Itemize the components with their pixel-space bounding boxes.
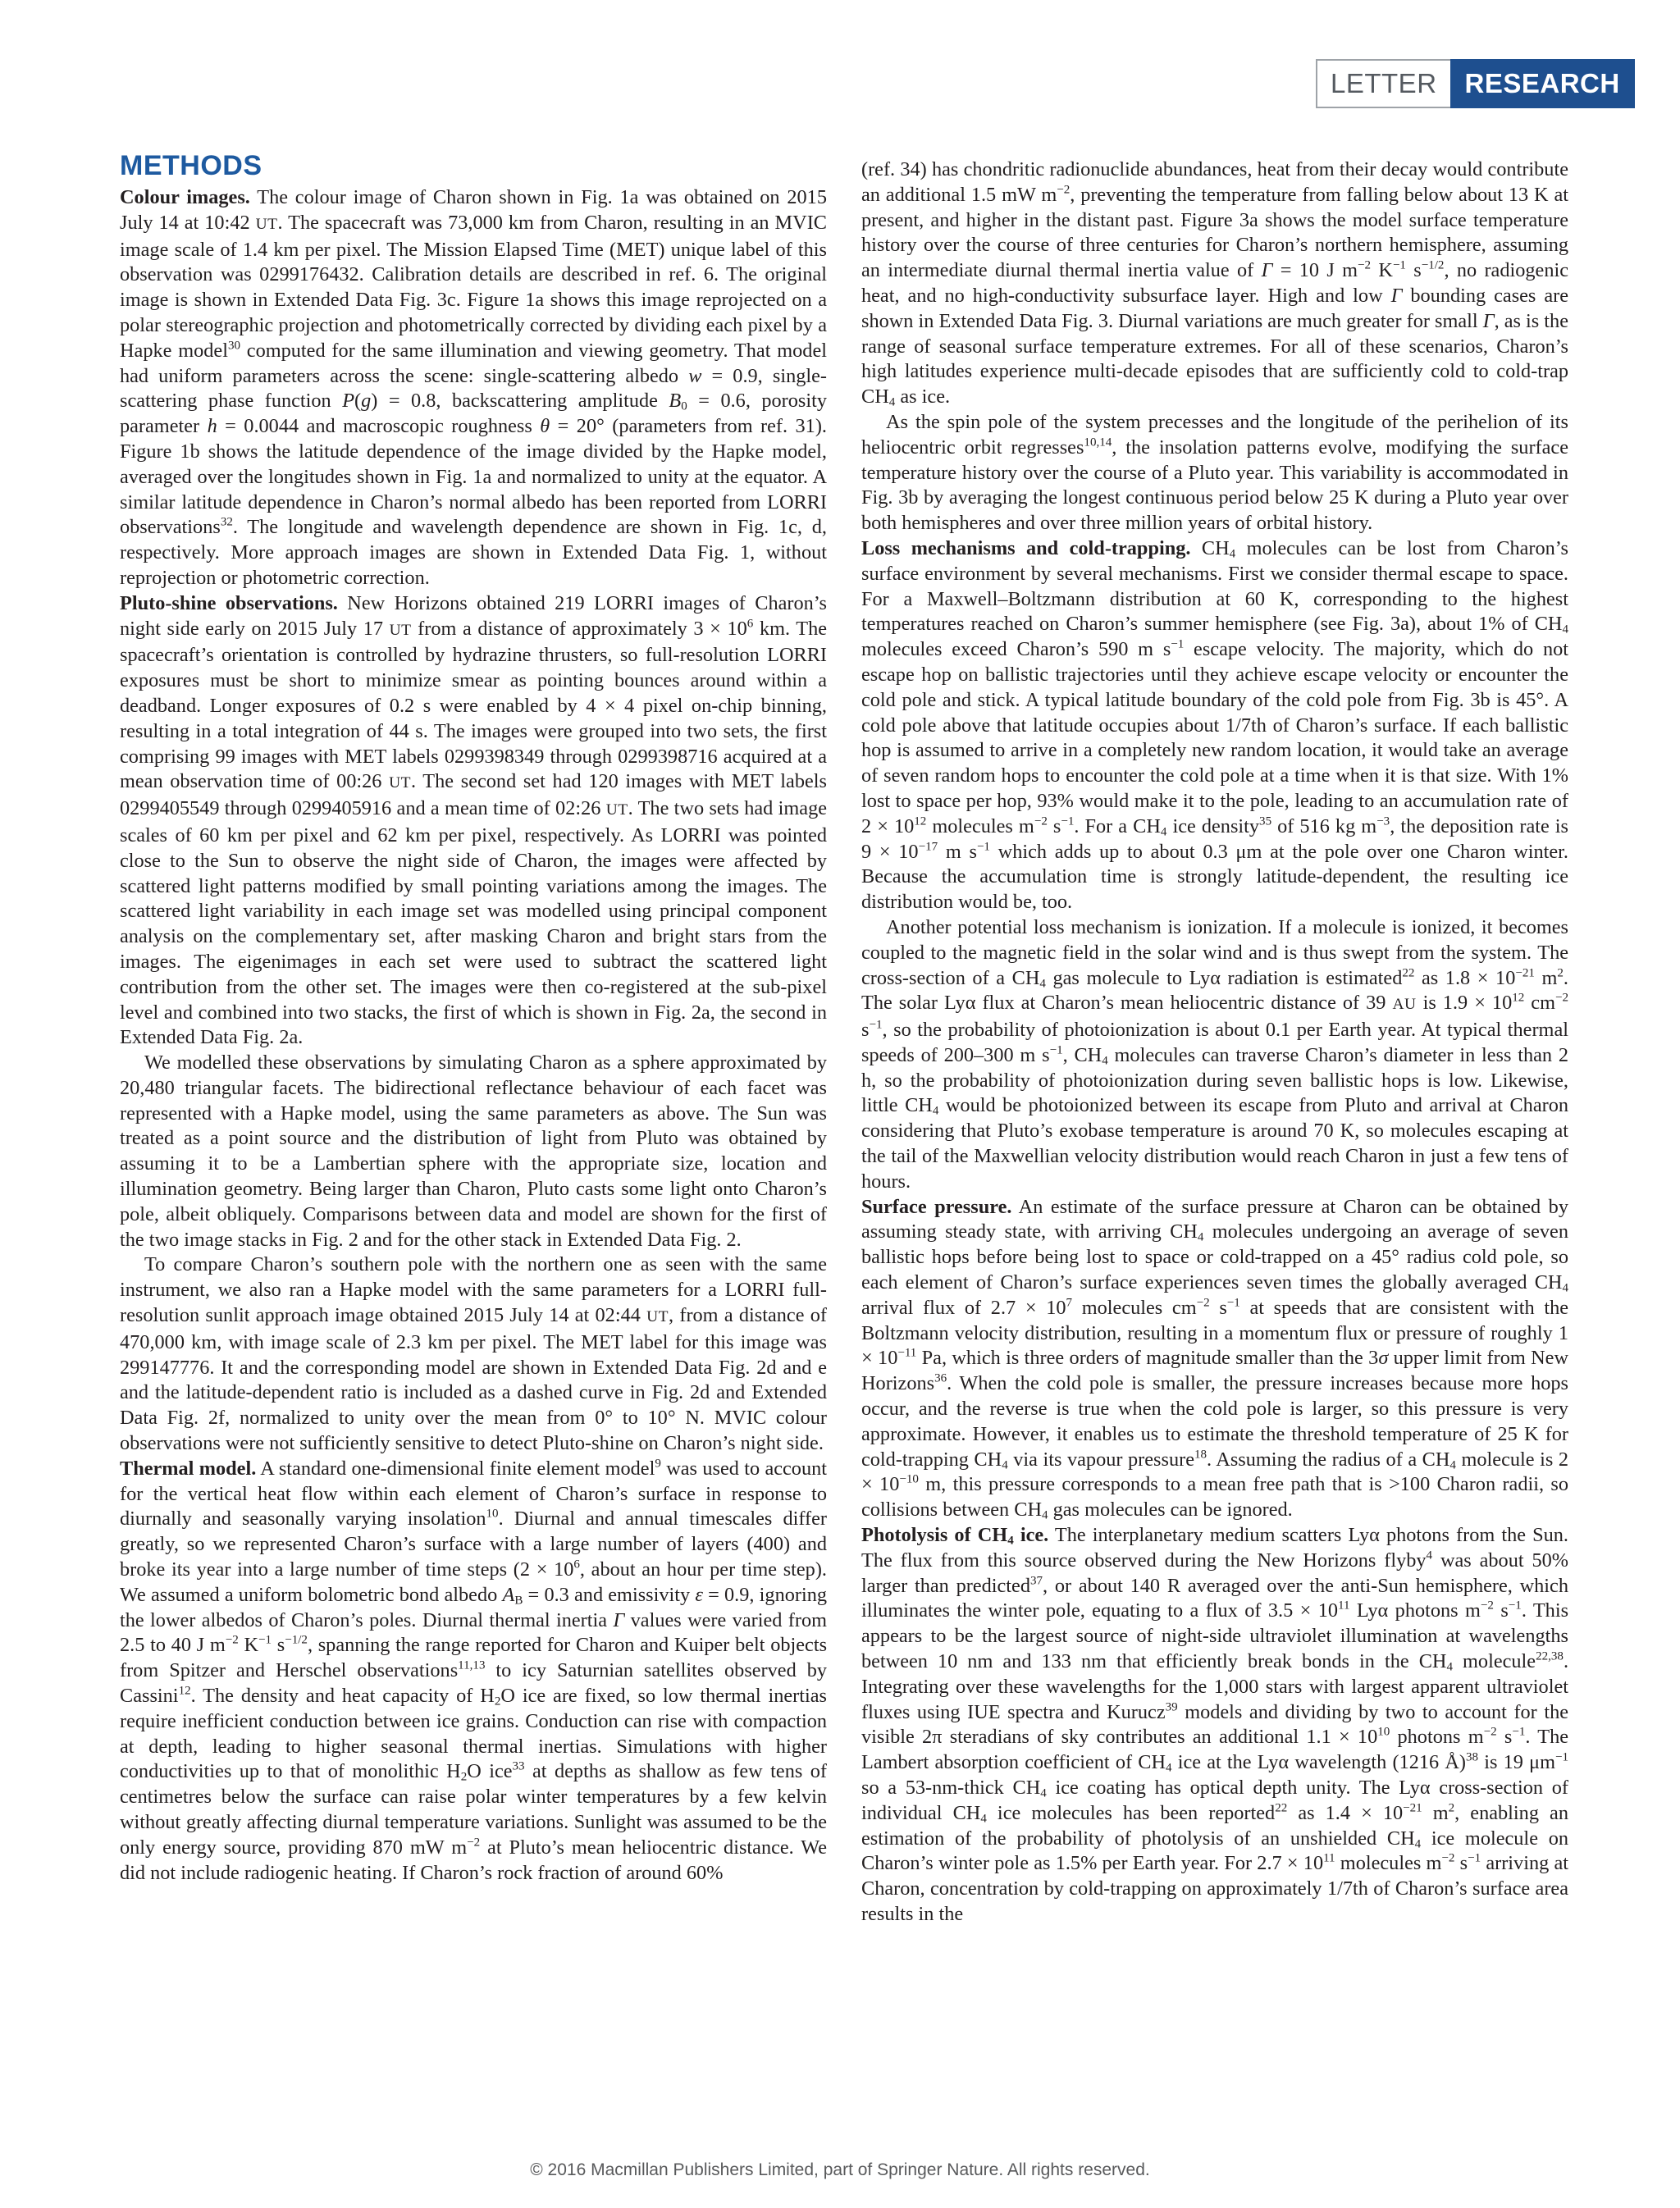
journal-header xyxy=(1316,59,1635,108)
paragraph-southern-pole: To compare Charon’s southern pole with the northern one as seen with the same instrument, we also ran a Hapke model with the same parameters for a LORRI full-resolution sunlit approach image obtained 2015 July 14 at 02:44 UT, from a distance of 470,000 km, with image scale of 2.3 km per pixel. The MET label for this image was 299147776. It and the corresponding model are shown in Extended Data Fig. 2d and e and the latitude-dependent ratio is included as a dashed curve in Fig. 2d and Extended Data Fig. 2f, normalized to unity over the mean from 0° to 10° N. MVIC colour observations were not sufficiently sensitive to detect Pluto-shine on Charon’s night side. xyxy=(120,1253,827,1455)
paragraph-surface-pressure: Surface pressure. An estimate of the surface pressure at Charon can be obtained by assuming steady state, with arriving $CH_4$ molecules undergoing an average of seven ballistic hops before being lost to space or cold-trapped on a 45° radius cold pole, so each element of Charon’s surface experiences seven times the globally averaged $CH_4$ arrival flux of $2.7 \times 10^7$ molecules $cm^{-2}$ $s^{-1}$ at speeds that are consistent with the Boltzmann velocity distribution, resulting in a momentum flux or pressure of roughly $1 \times 10^{-11}$ Pa, which is three orders of magnitude smaller than the 3σ upper limit from New Horizons$^{36}$. When the cold pole is smaller, the pressure increases because more hops occur, and the reverse is true when the cold pole is larger, so this pressure is very approximate. However, it enables us to estimate the threshold temperature of 25 K for cold-trapping $CH_4$ via its vapour pressure$^{18}$. Assuming the radius of a $CH_4$ molecule is $2 \times 10^{-10}$ m, this pressure corresponds to a mean free path that is >100 Charon radii, so collisions between $CH_4$ gas molecules can be ignored. xyxy=(861,1195,1569,1522)
heading-pluto-shine: Pluto-shine observations. xyxy=(120,591,338,614)
header-research-label: RESEARCH xyxy=(1450,59,1635,108)
paragraph-loss-mechanisms: Loss mechanisms and cold-trapping. $CH_4$ molecules can be lost from Charon’s surface environment by several mechanisms. First we consider thermal escape to space. For a Maxwell–Boltzmann distribution at 60 K, corresponding to the highest temperatures reached on Charon’s summer hemisphere (see Fig. 3a), about 1% of $CH_4$ molecules exceed Charon’s 590 m $s^{-1}$ escape velocity. The majority, which do not escape hop on ballistic trajectories until they achieve escape velocity or encounter the cold pole and stick. A typical latitude boundary of the cold pole from Fig. 3b is 45°. A cold pole above that latitude occupies about 1/7th of Charon’s surface. If each ballistic hop is assumed to arrive in a completely new random location, it would take an average of seven random hops to encounter the cold pole at a time when it is that size. With 1% lost to space per hop, 93% would make it to the pole, leading to an accumulation rate of $2 \times 10^{12}$ molecules $m^{-2}$ $s^{-1}$. For a $CH_4$ ice density$^{35}$ of 516 kg $m^{-3}$, the deposition rate is $9 \times 10^{-17}$ m $s^{-1}$ which adds up to about 0.3 μm at the pole over one Charon winter. Because the accumulation time is strongly latitude-dependent, the resulting ice distribution would be, too. xyxy=(861,536,1569,914)
paragraph-colour-images: Colour images. The colour image of Charon shown in Fig. 1a was obtained on 2015 July 14 at 10:42 UT. The spacecraft was 73,000 km from Charon, resulting in an MVIC image scale of 1.4 km per pixel. The Mission Elapsed Time (MET) unique label of this observation was 0299176432. Calibration details are described in ref. 6. The original image is shown in Extended Data Fig. 3c. Figure 1a shows this image reprojected on a polar stereographic projection and photometrically corrected by dividing each pixel by a Hapke model$^{30}$ computed for the same illumination and viewing geometry. That model had uniform parameters across the scene: single-scattering albedo w = 0.9, single-scattering phase function P(g) = 0.8, backscattering amplitude $B_0 = 0.6$, porosity parameter h = 0.0044 and macroscopic roughness θ = 20° (parameters from ref. 31). Figure 1b shows the latitude dependence of the image divided by the Hapke model, averaged over the longitudes shown in Fig. 1a and normalized to unity at the equator. A similar latitude dependence in Charon’s normal albedo has been reported from LORRI observations$^{32}$. The longitude and wavelength dependence are shown in Fig. 1c, d, respectively. More approach images are shown in Extended Data Fig. 1, without reprojection or photometric correction. xyxy=(120,186,828,589)
section-title: METHODS xyxy=(120,150,262,181)
right-column xyxy=(861,157,1568,1927)
heading-loss-mechanisms: Loss mechanisms and cold-trapping. xyxy=(861,536,1191,559)
paragraph-pluto-shine: Pluto-shine observations. New Horizons obtained 219 LORRI images of Charon’s night side early on 2015 July 17 UT from a distance of approximately $3 \times 10^6$ km. The spacecraft’s orientation is controlled by hydrazine thrusters, so full-resolution LORRI exposures must be short to minimize smear as pointing bounces around within a deadband. Longer exposures of 0.2 s were enabled by 4 × 4 pixel on-chip binning, resulting in a total integration of 44 s. The images were grouped into two sets, the first comprising 99 images with MET labels 0299398349 through 0299398716 acquired at a mean observation time of 00:26 UT. The second set had 120 images with MET labels 0299405549 through 0299405916 and a mean time of 02:26 UT. The two sets had image scales of 60 km per pixel and 62 km per pixel, respectively. As LORRI was pointed close to the Sun to observe the night side of Charon, the images were affected by scattered light patterns modified by small pointing variations among the images. The scattered light variability in each image set was modelled using principal component analysis on the complementary set, after masking Charon and bright stars from the images. The eigenimages in each set were used to subtract the scattered light contribution from the other set. The images were then co-registered at the sub-pixel level and combined into two stacks, the first of which is shown in Fig. 2a, the second in Extended Data Fig. 2a. xyxy=(120,591,828,1049)
paragraph-pluto-shine-model: We modelled these observations by simulating Charon as a sphere approximated by 20,480 triangular facets. The bidirectional reflectance behaviour of each facet was represented with a Hapke model, using the same parameters as above. The Sun was treated as a point source and the distribution of light from Pluto was obtained by assuming it to be a Lambertian sphere with the appropriate size, location and illumination geometry. Being larger than Charon, Pluto casts some light onto Charon’s pole, albeit obliquely. Comparisons between data and model are shown for the first of the two image stacks in Fig. 2 and for the other stack in Extended Data Fig. 2. xyxy=(120,1052,827,1251)
paragraph-ionization: Another potential loss mechanism is ionization. If a molecule is ionized, it becomes coupled to the magnetic field in the solar wind and is thus swept from the system. The cross-section of a $CH_4$ gas molecule to Lyα radiation is estimated$^{22}$ as $1.8 \times 10^{-21}$ $m^2$. The solar Lyα flux at Charon’s mean heliocentric distance of 39 AU is $1.9 \times 10^{12}$ $cm^{-2}$ $s^{-1}$, so the probability of photoionization is about 0.1 per Earth year. At typical thermal speeds of 200–300 m $s^{-1}$, $CH_4$ molecules can traverse Charon’s diameter in less than 2 h, so the probability of photoionization during seven ballistic hops is low. Likewise, little $CH_4$ would be photoionized between its escape from Pluto and arrival at Charon considering that Pluto’s exobase temperature is around 70 K, so molecules escaping at the tail of the Maxwellian velocity distribution would reach Charon in just a few tens of hours. xyxy=(861,915,1569,1193)
paragraph-photolysis: Photolysis of $CH_4$ ice. The interplanetary medium scatters Lyα photons from the Sun. The flux from this source observed during the New Horizons flyby$^4$ was about 50% larger than predicted$^{37}$, or about 140 R averaged over the anti-Sun hemisphere, which illuminates the winter pole, equating to a flux of $3.5 \times 10^{11}$ Lyα photons $m^{-2}$ $s^{-1}$. This appears to be the largest source of night-side ultraviolet illumination at wavelengths between 10 nm and 133 nm that efficiently break bonds in the $CH_4$ molecule$^{22,38}$. Integrating over these wavelengths for the 1,000 stars with largest apparent ultraviolet fluxes using IUE spectra and Kurucz$^{39}$ models and dividing by two to account for the visible 2π steradians of sky contributes an additional $1.1 \times 10^{10}$ photons $m^{-2}$ $s^{-1}$. The Lambert absorption coefficient of $CH_4$ ice at the Lyα wavelength (1216 Å)$^{38}$ is 19 $\mu m^{-1}$ so a 53-nm-thick $CH_4$ ice coating has optical depth unity. The Lyα cross-section of individual $CH_4$ ice molecules has been reported$^{22}$ as $1.4 \times 10^{-21}$ $m^2$, enabling an estimation of the probability of photolysis of an unshielded $CH_4$ ice molecule on Charon’s winter pole as 1.5% per Earth year. For $2.7 \times 10^{11}$ molecules $m^{-2}$ $s^{-1}$ arriving at Charon, concentration by cold-trapping on approximately 1/7th of Charon’s surface area results in the xyxy=(861,1524,1569,1925)
copyright-footer: © 2016 Macmillan Publishers Limited, part of Springer Nature. All rights reserved. xyxy=(530,2160,1150,2179)
paragraph-spin-pole: As the spin pole of the system precesses and the longitude of the perihelion of its heliocentric orbit regresses$^{10,14}$, the insolation patterns evolve, modifying the surface temperature history over the course of a Pluto year. This variability is accommodated in Fig. 3b by averaging the longest continuous period below 25 K during a Pluto year over both hemispheres and over three million years of orbital history. xyxy=(861,410,1568,535)
left-column xyxy=(120,185,827,1886)
heading-thermal-model: Thermal model. xyxy=(120,1457,257,1480)
heading-surface-pressure: Surface pressure. xyxy=(861,1195,1012,1218)
paragraph-thermal-model-cont: (ref. 34) has chondritic radionuclide abundances, heat from their decay would contribute an additional 1.5 mW $m^{-2}$, preventing the temperature from falling below about 13 K at present, and higher in the distant past. Figure 3a shows the model surface temperature history over the course of three centuries for Charon’s northern hemisphere, assuming an intermediate diurnal thermal inertia value of Γ = 10 J $m^{-2}$ $K^{-1}$ $s^{-1/2}$, no radiogenic heat, and no high-conductivity subsurface layer. High and low Γ bounding cases are shown in Extended Data Fig. 3. Diurnal variations are much greater for small Γ, as is the range of seasonal surface temperature extremes. For all of these scenarios, Charon’s high latitudes experience multi-decade episodes that are sufficiently cold to cold-trap $CH_4$ as ice. xyxy=(861,158,1569,409)
paragraph-thermal-model: Thermal model. A standard one-dimensional finite element model$^9$ was used to account for the vertical heat flow within each element of Charon’s surface in response to diurnally and seasonally varying insolation$^{10}$. Diurnal and annual timescales differ greatly, so we represented Charon’s surface with a large number of layers (400) and broke its year into a large number of time steps ($2 \times 10^6$, about an hour per time step). We assumed a uniform bolometric bond albedo $A_B = 0.3$ and emissivity ε = 0.9, ignoring the lower albedos of Charon’s poles. Diurnal thermal inertia Γ values were varied from 2.5 to 40 J $m^{-2}$ $K^{-1}$ $s^{-1/2}$, spanning the range reported for Charon and Kuiper belt objects from Spitzer and Herschel observations$^{11,13}$ to icy Saturnian satellites observed by Cassini$^{12}$. The density and heat capacity of $H_2O$ ice are fixed, so low thermal inertias require inefficient conduction between ice grains. Conduction can rise with compaction at depth, leading to higher seasonal thermal inertias. Simulations with higher conductivities up to that of monolithic $H_2O$ ice$^{33}$ at depths as shallow as few tens of centimetres below the surface can raise polar winter temperatures by a few kelvin without greatly affecting diurnal temperature variations. Sunlight was assumed to be the only energy source, providing 870 mW $m^{-2}$ at Pluto’s mean heliocentric distance. We did not include radiogenic heating. If Charon’s rock fraction of around 60% xyxy=(120,1457,828,1884)
header-letter-label: LETTER xyxy=(1316,59,1450,108)
heading-colour-images: Colour images. xyxy=(120,186,250,208)
heading-photolysis: Photolysis of $CH_4$ ice. xyxy=(861,1524,1049,1548)
